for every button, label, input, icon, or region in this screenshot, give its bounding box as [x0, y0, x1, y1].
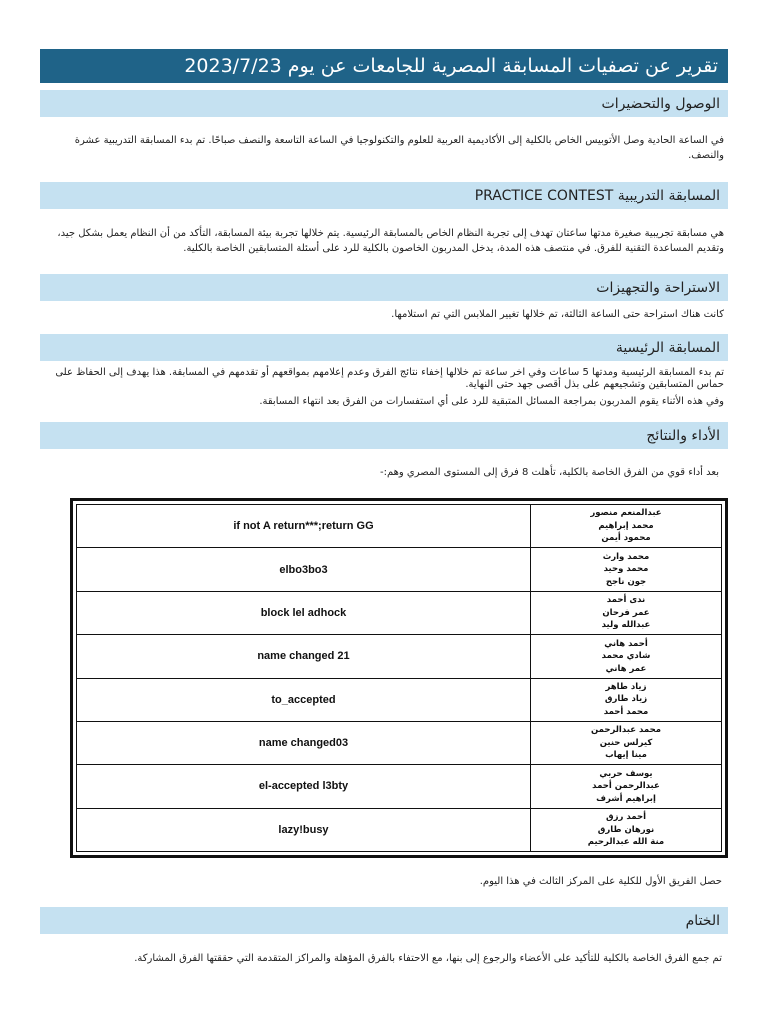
- section-heading-break: الاستراحة والتجهيزات: [40, 274, 728, 301]
- table-row: [77, 591, 722, 634]
- team-member-name: منة الله عبدالرحيم: [587, 837, 665, 848]
- team-name: if not A return***;return GG: [77, 505, 531, 548]
- team-member-name: يوسف حربي: [599, 768, 653, 779]
- team-members: [531, 591, 722, 634]
- team-name: to_accepted: [77, 678, 531, 721]
- team-member-name: محمد عبدالرحمن: [590, 725, 661, 736]
- team-members: [531, 678, 722, 721]
- team-member-name: أحمد هاني: [604, 638, 648, 649]
- table-row: [77, 548, 722, 591]
- team-member-name: محمد وارث: [602, 551, 650, 562]
- table-row: [77, 678, 722, 721]
- teams-table: [70, 498, 728, 858]
- team-member-name: عمر فرحان: [602, 607, 650, 618]
- team-member-name: زياد طاهر: [605, 681, 647, 692]
- team-name: lazy!busy: [77, 808, 531, 851]
- section-heading-results: الأداء والنتائج: [40, 422, 728, 449]
- team-member-name: شادي محمد: [601, 651, 651, 662]
- table-row: [77, 635, 722, 678]
- break-paragraph: كانت هناك استراحة حتى الساعة الثالثة، تم خلالها تغيير الملابس التي تم استلامها.: [391, 309, 724, 320]
- table-row: [77, 721, 722, 764]
- practice-paragraph: هي مسابقة تجريبية صغيرة مدتها ساعتان تهدف إلى تجربة النظام الخاص بالمسابقة الرئيسية. يتم خلالها تجربة بيئة المسابقة، التأكد من أن النظام يعمل بشكل جيد، وتقديم المساعدة التقنية للفرق. في منتصف هذه المدة، يدخل المدربون الخاصون بالكلية للرد على أسئلة المتسابقين الخاصة بالكلية.: [57, 228, 724, 254]
- team-member-name: مينا إيهاب: [605, 750, 647, 761]
- team-members: [531, 548, 722, 591]
- team-member-name: زياد طارق: [604, 694, 648, 705]
- team-name: name changed03: [77, 721, 531, 764]
- closing-paragraph: تم جمع الفرق الخاصة بالكلية للتأكيد على الأعضاء والرجوع إلى بنها، مع الاحتفاء بالفرق المؤهلة والمراكز المتقدمة التي حققتها الفرق المشاركة.: [134, 953, 722, 964]
- team-name: block lel adhock: [77, 591, 531, 634]
- main-contest-paragraph-2: وفي هذه الأثناء يقوم المدربون بمراجعة المسائل المتبقية للرد على أي استفسارات من الفرق بعد انتهاء المسابقة.: [259, 396, 724, 407]
- team-member-name: كيرلس حنين: [599, 737, 653, 748]
- team-member-name: عبدالرحمن أحمد: [592, 781, 660, 792]
- team-member-name: ندى أحمد: [606, 595, 646, 606]
- team-member-name: أحمد رزق: [606, 812, 646, 823]
- section-heading-main-contest: المسابقة الرئيسية: [40, 334, 728, 361]
- table-row: [77, 765, 722, 808]
- team-name: elbo3bo3: [77, 548, 531, 591]
- table-row: [77, 505, 722, 548]
- team-name: el-accepted l3bty: [77, 765, 531, 808]
- team-name: name changed 21: [77, 635, 531, 678]
- team-members: [531, 721, 722, 764]
- team-member-name: عمر هاني: [605, 663, 647, 674]
- section-heading-closing: الختام: [40, 907, 728, 934]
- results-outcome: حصل الفريق الأول للكلية على المركز الثالث في هذا اليوم.: [479, 876, 722, 887]
- team-member-name: جون ناجح: [605, 576, 647, 587]
- team-member-name: محمد وحيد: [603, 564, 649, 575]
- team-members: [531, 505, 722, 548]
- team-members: [531, 808, 722, 851]
- team-member-name: نورهان طارق: [597, 824, 655, 835]
- team-members: [531, 635, 722, 678]
- team-member-name: محمود أيمن: [601, 533, 651, 544]
- report-title: تقرير عن تصفيات المسابقة المصرية للجامعات عن يوم 2023/7/23: [40, 49, 728, 83]
- main-contest-paragraph: تم بدء المسابقة الرئيسية ومدتها 5 ساعات وفي اخر ساعة تم خلالها إخفاء نتائج الفرق وعدم إعلامهم بمواقعهم أو تقدمهم في المسابقة. هذا يهدف إلى الحفاظ على حماس المتسابقين وتشجيعهم على بذل أقصى جهد حتى النهاية.: [55, 367, 724, 390]
- arrival-paragraph: في الساعة الحادية وصل الأتوبيس الخاص بالكلية إلى الأكاديمية العربية للعلوم والتكنولوجيا في الساعة التاسعة والنصف صباحًا. تم بدء المسابقة التدريبية عشرة والنصف.: [74, 135, 724, 161]
- team-member-name: محمد أحمد: [603, 706, 649, 717]
- section-heading-practice: المسابقة التدريبية PRACTICE CONTEST: [40, 182, 728, 209]
- team-member-name: محمد إبراهيم: [598, 520, 654, 531]
- team-members: [531, 765, 722, 808]
- team-member-name: عبدالله وليد: [601, 620, 651, 631]
- team-member-name: عبدالمنعم منصور: [590, 508, 662, 519]
- table-row: [77, 808, 722, 851]
- section-heading-arrival: الوصول والتحضيرات: [40, 90, 728, 117]
- team-member-name: إبراهيم أشرف: [596, 793, 656, 804]
- results-intro: بعد أداء قوي من الفرق الخاصة بالكلية، تأهلت 8 فرق إلى المستوى المصري وهم:-: [379, 467, 719, 478]
